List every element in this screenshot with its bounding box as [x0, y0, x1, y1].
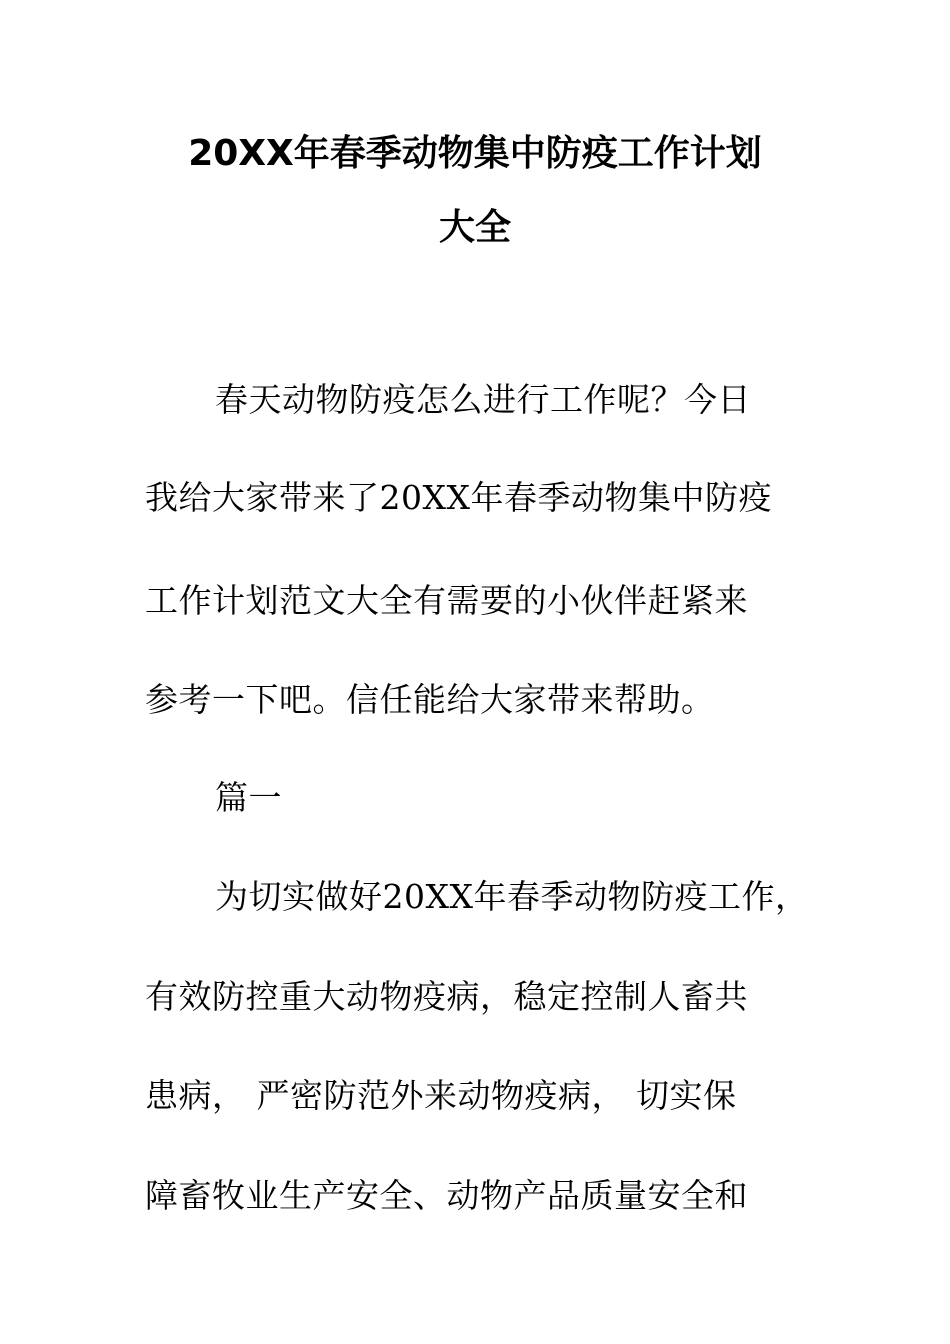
- paragraph-line: 参考一下吧。信任能给大家带来帮助。: [145, 680, 715, 719]
- paragraph-line: 障畜牧业生产安全、动物产品质量安全和: [145, 1176, 748, 1215]
- paragraph-line: 为切实做好20XX年春季动物防疫工作，: [215, 877, 809, 916]
- paragraph-line: 有效防控重大动物疫病，稳定控制人畜共: [145, 977, 748, 1016]
- paragraph-line: 工作计划范文大全有需要的小伙伴赶紧来: [145, 581, 748, 620]
- document-title-line-1: 20XX年春季动物集中防疫工作计划: [188, 133, 762, 174]
- paragraph-line: 患病， 严密防范外来动物疫病， 切实保: [145, 1076, 737, 1115]
- paragraph-line: 春天动物防疫怎么进行工作呢？今日: [215, 380, 751, 419]
- section-heading: 篇一: [215, 778, 282, 817]
- document-title-line-2: 大全: [438, 207, 511, 248]
- paragraph-line: 我给大家带来了20XX年春季动物集中防疫: [145, 478, 772, 517]
